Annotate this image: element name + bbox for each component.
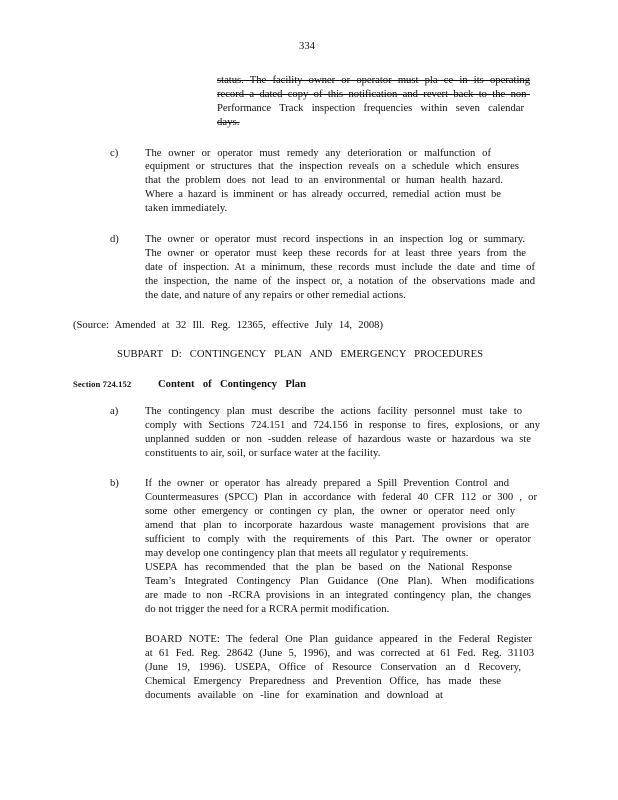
carryover-line-3: Performance Track inspection frequencies within seven calendar xyxy=(217,103,524,114)
para-b-line-4: amend that plan to incorporate hazardous waste management provisions that are xyxy=(145,520,529,531)
para-b-label: b) xyxy=(110,478,119,489)
para-b-line-1: If the owner or operator has already prepared a Spill Prevention Control and xyxy=(145,478,509,489)
para-b-line-6: may develop one contingency plan that meets all regulator y requirements. xyxy=(145,548,469,559)
para-a-line-4: constituents to air, soil, or surface water at the facility. xyxy=(145,448,381,459)
para-b-line-3: some other emergency or contingen cy plan, the owner or operator need only xyxy=(145,506,515,517)
para-b-line-10: do not trigger the need for a RCRA permit modification. xyxy=(145,604,390,615)
para-b-line-7: USEPA has recommended that the plan be based on the National Response xyxy=(145,562,512,573)
para-d-label: d) xyxy=(110,234,119,245)
subpart-heading: SUBPART D: CONTINGENCY PLAN AND EMERGENCY PROCEDURES xyxy=(117,349,483,360)
para-b-line-2: Countermeasures (SPCC) Plan in accordance with federal 40 CFR 112 or 300 , or xyxy=(145,492,537,503)
para-b-line-8: Team’s Integrated Contingency Plan Guidance (One Plan). When modifications xyxy=(145,576,534,587)
carryover-struck-line-2: record a dated copy of this notification and revert back to the non- xyxy=(217,89,530,100)
board-note-line-4: Chemical Emergency Preparedness and Prevention Office, has made these xyxy=(145,676,501,687)
board-note-line-3: (June 19, 1996). USEPA, Office of Resource Conservation an d Recovery, xyxy=(145,662,521,673)
para-a-line-2: comply with Sections 724.151 and 724.156 in response to fires, explosions, or any xyxy=(145,420,540,431)
para-b-line-9: are made to non -RCRA provisions in an integrated contingency plan, the changes xyxy=(145,590,531,601)
source-note: (Source: Amended at 32 Ill. Reg. 12365, effective July 14, 2008) xyxy=(73,320,383,331)
carryover-struck-line-4: days. xyxy=(217,117,240,128)
board-note-line-1: BOARD NOTE: The federal One Plan guidance appeared in the Federal Register xyxy=(145,634,532,645)
para-b-line-5: sufficient to comply with the requirements of this Part. The owner or operator xyxy=(145,534,531,545)
page-number: 334 xyxy=(299,41,316,52)
para-c-line-2: equipment or structures that the inspection reveals on a schedule which ensures xyxy=(145,161,519,172)
para-c-line-5: taken immediately. xyxy=(145,203,228,214)
para-a-label: a) xyxy=(110,406,119,417)
section-title: Content of Contingency Plan xyxy=(158,379,306,390)
para-c-line-1: The owner or operator must remedy any deterioration or malfunction of xyxy=(145,148,491,159)
para-c-label: c) xyxy=(110,148,119,159)
board-note-line-5: documents available on -line for examination and download at xyxy=(145,690,443,701)
para-c-line-4: Where a hazard is imminent or has already occurred, remedial action must be xyxy=(145,189,501,200)
para-a-line-1: The contingency plan must describe the actions facility personnel must take to xyxy=(145,406,522,417)
para-c-line-3: that the problem does not lead to an environmental or human health hazard. xyxy=(145,175,503,186)
para-d-line-2: The owner or operator must keep these records for at least three years from the xyxy=(145,248,526,259)
para-d-line-3: date of inspection. At a minimum, these records must include the date and time of xyxy=(145,262,535,273)
para-d-line-5: the date, and nature of any repairs or other remedial actions. xyxy=(145,290,406,301)
section-number: Section 724.152 xyxy=(73,379,132,389)
para-d-line-1: The owner or operator must record inspections in an inspection log or summary. xyxy=(145,234,525,245)
para-d-line-4: the inspection, the name of the inspect or, a notation of the observations made and xyxy=(145,276,535,287)
para-a-line-3: unplanned sudden or non -sudden release of hazardous waste or hazardous wa ste xyxy=(145,434,531,445)
board-note-line-2: at 61 Fed. Reg. 28642 (June 5, 1996), and was corrected at 61 Fed. Reg. 31103 xyxy=(145,648,534,659)
carryover-struck-line-1: status. The facility owner or operator must pla ce in its operating xyxy=(217,75,530,86)
